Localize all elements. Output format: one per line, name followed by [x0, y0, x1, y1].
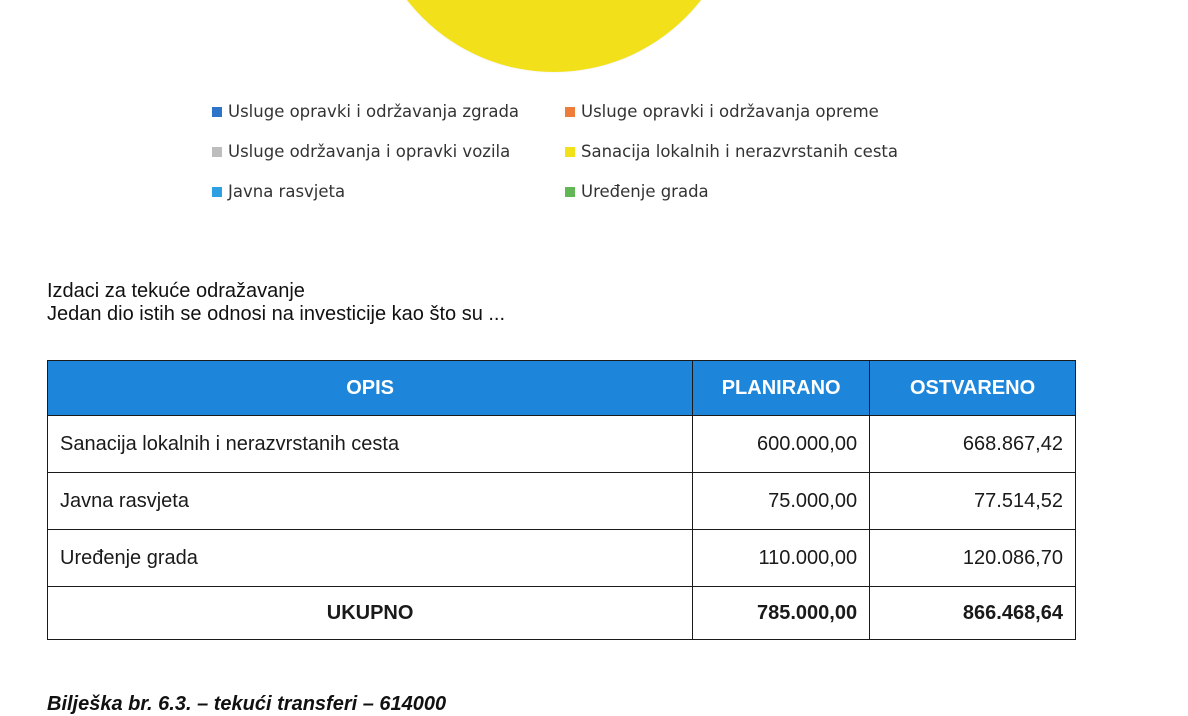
legend-swatch	[212, 187, 222, 197]
legend-item	[212, 182, 565, 201]
cell-ostvareno: 120.086,70	[870, 530, 1076, 587]
total-label: UKUPNO	[48, 587, 693, 640]
legend-swatch	[212, 147, 222, 157]
legend-swatch	[565, 187, 575, 197]
total-planirano: 785.000,00	[693, 587, 870, 640]
section-intro	[47, 280, 505, 326]
column-header-ostvareno: OSTVARENO	[870, 361, 1076, 416]
section-note-heading: Bilješka br. 6.3. – tekući transferi – 614000	[47, 693, 447, 715]
cell-planirano: 110.000,00	[693, 530, 870, 587]
intro-line: Izdaci za tekuće odražavanje	[47, 280, 305, 302]
legend-swatch	[565, 107, 575, 117]
pie-chart-slice	[368, 0, 740, 72]
cell-ostvareno: 77.514,52	[870, 473, 1076, 530]
column-header-opis: OPIS	[48, 361, 693, 416]
legend-label: Usluge opravki i održavanja opreme	[581, 102, 879, 121]
cell-planirano: 600.000,00	[693, 416, 870, 473]
legend-swatch	[212, 107, 222, 117]
column-header-planirano: PLANIRANO	[693, 361, 870, 416]
table-row	[48, 473, 1076, 530]
cell-opis: Javna rasvjeta	[48, 473, 693, 530]
table-row	[48, 416, 1076, 473]
table-header-row	[48, 361, 1076, 416]
legend-item	[565, 142, 898, 161]
legend-label: Usluge opravki i održavanja zgrada	[228, 102, 520, 121]
chart-legend	[212, 102, 972, 222]
legend-item	[565, 182, 709, 201]
cell-planirano: 75.000,00	[693, 473, 870, 530]
expenses-table	[47, 360, 1076, 640]
legend-item	[565, 102, 879, 121]
legend-row	[212, 142, 972, 182]
legend-item	[212, 102, 565, 121]
legend-label: Javna rasvjeta	[228, 182, 346, 201]
table-row	[48, 530, 1076, 587]
intro-line: Jedan dio istih se odnosi na investicije kao što su ...	[47, 303, 506, 325]
cell-ostvareno: 668.867,42	[870, 416, 1076, 473]
legend-item	[212, 142, 565, 161]
legend-label: Uređenje grada	[581, 182, 709, 201]
legend-row	[212, 102, 972, 142]
table-total-row	[48, 587, 1076, 640]
legend-row	[212, 182, 972, 222]
legend-swatch	[565, 147, 575, 157]
cell-opis: Sanacija lokalnih i nerazvrstanih cesta	[48, 416, 693, 473]
legend-label: Sanacija lokalnih i nerazvrstanih cesta	[581, 142, 898, 161]
cell-opis: Uređenje grada	[48, 530, 693, 587]
legend-label: Usluge održavanja i opravki vozila	[228, 142, 511, 161]
total-ostvareno: 866.468,64	[870, 587, 1076, 640]
